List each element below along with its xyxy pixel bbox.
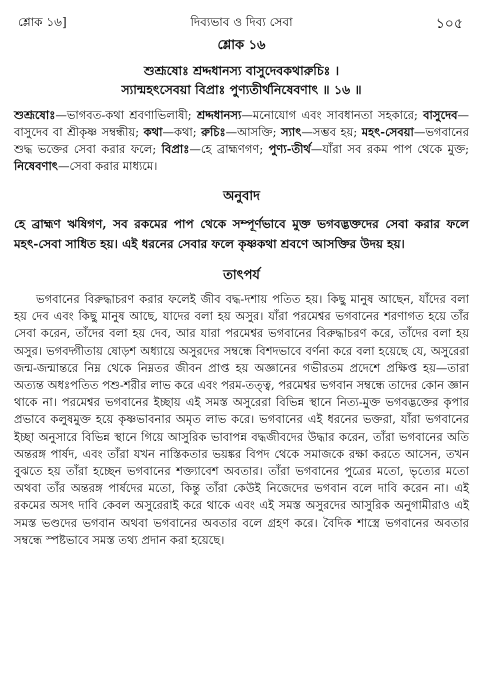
- verse-title: শ্লোক ১৬: [217, 38, 266, 53]
- synonym-word: মহৎ-সেবয়া: [361, 125, 414, 139]
- synonym-meaning: —ভাগবত-কথা শ্রবণাভিলাষী;: [55, 108, 197, 122]
- synonym-entry: [281, 125, 362, 139]
- synonym-meaning: —সম্ভব হয়;: [301, 125, 362, 139]
- synonym-meaning: —সেবা করার মাধ্যমে।: [57, 159, 158, 173]
- purport-title: তাৎপর্য: [223, 268, 260, 283]
- synonym-word: রুচিঃ: [201, 125, 226, 139]
- synonym-entry: [197, 108, 423, 122]
- synonym-word: বিপ্রাঃ: [161, 142, 190, 156]
- synonym-word: শুশ্রূষোঃ: [14, 108, 56, 122]
- synonym-word: স্যাৎ: [280, 125, 302, 139]
- synonym-word: শ্রদ্দধানস্য: [196, 108, 242, 122]
- synonym-word: নিষেবণাৎ: [14, 159, 58, 173]
- synonym-entry: [269, 142, 469, 156]
- verse-text: [14, 61, 469, 99]
- running-header: [14, 8, 469, 30]
- purport-text: ভগবানের বিরুদ্ধাচরণ করার ফলেই জীব বদ্ধ-দশায় পতিত হয়। কিছু মানুষ আছেন, যাঁদের বলা হয় দেব এবং কিছু মানুষ আছে, যাদের বলা হয় অসুর। যাঁরা পরমেশ্বর ভগবানের শরণাগত হয়ে তাঁর সেবা করেন, তাঁদের বলা হয় দেব, আর যারা পরমেশ্বর ভগবানের বিরুদ্ধাচরণ করে, তাঁদের বলা হয় অসুর। ভগবদ্গীতায় ষোড়শ অধ্যায়ে অসুরদের সম্বন্ধে বিশদভাবে বর্ণনা করে বলা হয়েছে যে, অসুরেরা জন্ম-জন্মান্তরে নিম্ন থেকে নিম্নতর জীবন প্রাপ্ত হয় অজ্ঞানের গভীরতম প্রদেশে প্রক্ষিপ্ত হয়—তারা অত্যন্ত অধঃপতিত পশু-শরীর লাভ করে এবং পরম-তত্ত্ব, পরমেশ্বর ভগবান সম্বন্ধে তাদের কোন জ্ঞান থাকে না। পরমেশ্বর ভগবানের ইচ্ছায় এই সমস্ত অসুরেরা বিভিন্ন স্থানে নিত্য-মুক্ত ভগবদ্ভক্তের কৃপার প্রভাবে কলুষমুক্ত হয়ে কৃষ্ণভাবনার অমৃত লাভ করে। ভগবানের এই ধরনের ভক্তরা, যাঁরা ভগবানের ইচ্ছা অনুসারে বিভিন্ন স্থানে গিয়ে আসুরিক ভাবাপন্ন বদ্ধজীবদের উদ্ধার করেন, তাঁরা ভগবানের অতি অন্তরঙ্গ পার্ষদ, এবং তাঁরা যখন নাস্তিকতার ভয়ঙ্কর বিপদ থেকে সমাজকে রক্ষা করতে আসেন, তখন বুঝতে হয় তাঁরা হচ্ছেন ভগবানের শক্ত্যাবেশ অবতার। তাঁরা ভগবানের পুত্রের মতো, ভৃত্যের মতো অথবা তাঁর অন্তরঙ্গ পার্ষদের মতো, কিন্তু তাঁরা কেউই নিজেদের ভগবান বলে দাবি করেন না। এই রকমের অসৎ দাবি কেবল অসুরেরাই করে থাকে এবং এই সমস্ত অসুরদের আসুরিক অনুগামীরাও এই সমস্ত ভণ্ডদের ভগবান অথবা ভগবানের অবতার বলে গ্রহণ করে। বৈদিক শাস্ত্রে ভগবানের অবতার সম্বন্ধে স্পষ্টভাবে সমস্ত তথ্য প্রদান করা হয়েছে।: [14, 292, 469, 547]
- synonym-word: বাসুদেব: [423, 108, 458, 122]
- synonym-meaning: —মনোযোগ এবং সাবধানতা সহকারে;: [241, 108, 424, 122]
- translation-text: হে ব্রাহ্মণ ঋষিগণ, সব রকমের পাপ থেকে সম্পূর্ণভাবে মুক্ত ভগবদ্ভক্তদের সেবা করার ফলে মহৎ-সেবা সাধিত হয়। এই ধরনের সেবার ফলে কৃষ্ণকথা শ্রবণে আসক্তির উদয় হয়।: [14, 217, 469, 251]
- header-verse-ref: শ্লোক ১৬]: [18, 15, 67, 29]
- synonym-meaning: —কথা;: [162, 125, 202, 139]
- synonym-entry: [144, 125, 202, 139]
- word-meanings: [14, 107, 469, 175]
- synonym-meaning: —হে ব্রাহ্মণগণ;: [189, 142, 269, 156]
- synonym-entry: [14, 108, 197, 122]
- synonym-word: পুণ্য-তীর্থ: [268, 142, 311, 156]
- verse-line: শুশ্রূষোঃ শ্রদ্দধানস্য বাসুদেবকথারুচিঃ ।: [143, 63, 340, 78]
- synonym-meaning: —বাসুদেব বা শ্রীকৃষ্ণ সম্বন্ধীয়;: [14, 108, 470, 139]
- synonym-meaning: —ভগবানের শুদ্ধ ভক্তের সেবা করার ফলে;: [14, 125, 469, 156]
- translation-title: অনুবাদ: [223, 189, 260, 204]
- synonym-meaning: —যাঁরা সব রকম পাপ থেকে মুক্ত;: [310, 142, 469, 156]
- synonym-entry: [162, 142, 269, 156]
- synonym-entry: [14, 159, 157, 173]
- synonym-meaning: —আসক্তি;: [225, 125, 281, 139]
- header-chapter-title: দিব্যভাব ও দিব্য সেবা: [190, 15, 293, 29]
- page-number: ১০৫: [435, 16, 463, 32]
- synonym-word: কথা: [143, 125, 163, 139]
- synonym-entry: [201, 125, 281, 139]
- verse-line: স্যান্মহৎসেবয়া বিপ্রাঃ পুণ্যতীর্থনিষেবণাৎ ॥ ১৬ ॥: [121, 82, 362, 97]
